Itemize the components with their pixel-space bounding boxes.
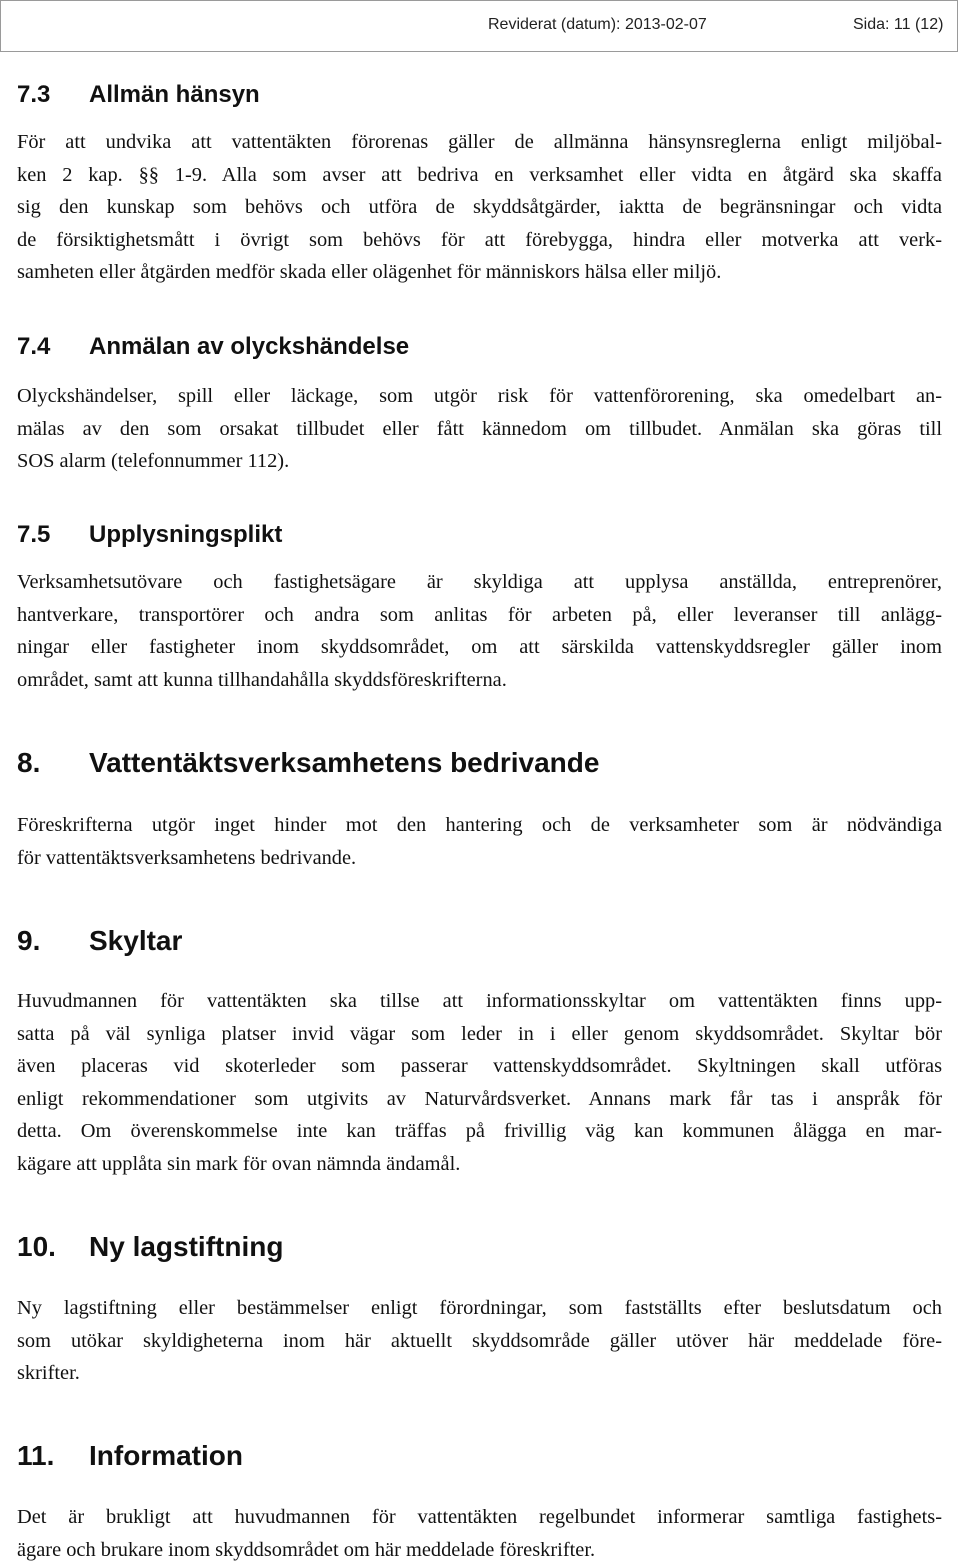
text-line: för vattentäktsverksamhetens bedrivande.	[17, 846, 357, 869]
text-line: området, samt att kunna tillhandahålla skyddsföreskrifterna.	[17, 668, 507, 691]
text-line: samheten eller åtgärden medför skada eller olägenhet för människors hälsa eller miljö.	[17, 261, 722, 283]
text-line: ägare och brukare inom skyddsområdet om här meddelade föreskrifter.	[17, 1538, 596, 1561]
section-title: Vattentäktsverksamhetens bedrivande	[89, 747, 600, 778]
section-number: 7.4	[17, 333, 51, 360]
text-line: Det är brukligt att huvudmannen för vattentäkten regelbundet informerar samtliga fastighets-	[17, 1506, 942, 1528]
section-heading-7-4	[17, 333, 409, 361]
text-line: skrifter.	[17, 1362, 80, 1384]
section-body-7-3	[17, 126, 942, 289]
section-number: 7.3	[17, 81, 51, 108]
section-body-10	[17, 1292, 942, 1390]
section-body-7-5	[17, 566, 942, 696]
text-line: enligt rekommendationer som utgivits av Naturvårdsverket. Annans mark får tas i anspråk för	[17, 1087, 942, 1110]
section-title: Allmän hänsyn	[89, 81, 260, 108]
page-header	[0, 0, 958, 52]
section-body-11	[17, 1501, 942, 1566]
text-line: Ny lagstiftning eller bestämmelser enligt förordningar, som fastställts efter beslutsdatum och	[17, 1297, 942, 1319]
text-line: hantverkare, transportörer och andra som anlitas för arbeten på, eller leveranser till anlägg-	[17, 603, 942, 626]
text-line: ningar eller fastigheter inom skyddsområdet, om att särskilda vattenskyddsregler gäller inom	[17, 636, 942, 658]
section-title: Skyltar	[89, 925, 183, 956]
section-heading-7-5	[17, 521, 282, 549]
text-line: Verksamhetsutövare och fastighetsägare är skyldiga att upplysa anställda, entreprenörer,	[17, 571, 942, 593]
section-body-9	[17, 985, 942, 1180]
text-line: För att undvika att vattentäkten förorenas gäller de allmänna hänsynsreglerna enligt miljöbal-	[17, 131, 942, 153]
page-number: Sida: 11 (12)	[853, 16, 944, 33]
section-number: 10.	[17, 1231, 56, 1262]
section-number: 11.	[17, 1440, 55, 1471]
text-line: Föreskrifterna utgör inget hinder mot den hantering och de verksamheter som är nödvändiga	[17, 814, 942, 836]
section-body-7-4	[17, 380, 942, 478]
section-title: Anmälan av olyckshändelse	[89, 333, 410, 360]
text-line: sig den kunskap som behövs och utföra de skyddsåtgärder, iaktta de begränsningar och vidta	[17, 196, 942, 218]
text-line: även placeras vid skoterleder som passerar vattenskyddsområdet. Skyltningen skall utföras	[17, 1055, 942, 1077]
section-body-8	[17, 809, 942, 874]
section-number: 8.	[17, 747, 41, 778]
text-line: de försiktighetsmått i övrigt som behövs för att förebygga, hindra eller motverka att verk-	[17, 228, 942, 251]
text-line: detta. Om överenskommelse inte kan träffas på frivillig väg kan kommunen ålägga en mar-	[17, 1120, 942, 1142]
text-line: Huvudmannen för vattentäkten ska tillse att informationsskyltar om vattentäkten finns upp-	[17, 990, 942, 1012]
text-line: kägare att upplåta sin mark för ovan nämnda ändamål.	[17, 1152, 461, 1175]
text-line: som utökar skyldigheterna inom här aktuellt skyddsområde gäller utöver här meddelade före-	[17, 1329, 942, 1352]
text-line: satta på väl synliga platser invid vägar som leder in i eller genom skyddsområdet. Skyltar bör	[17, 1022, 942, 1045]
text-line: ken 2 kap. §§ 1-9. Alla som avser att bedriva en verksamhet eller vidta en åtgärd ska skaffa	[17, 163, 942, 186]
section-number: 9.	[17, 925, 41, 956]
section-heading-10	[17, 1231, 283, 1263]
section-heading-9	[17, 925, 182, 957]
section-title: Ny lagstiftning	[89, 1231, 284, 1262]
section-heading-11	[17, 1440, 243, 1472]
revision-date: Reviderat (datum): 2013-02-07	[488, 16, 707, 33]
section-title: Upplysningsplikt	[89, 521, 283, 548]
section-heading-7-3	[17, 81, 260, 109]
text-line: SOS alarm (telefonnummer 112).	[17, 450, 290, 472]
text-line: Olyckshändelser, spill eller läckage, som utgör risk för vattenförorening, ska omedelbart an-	[17, 385, 942, 407]
section-number: 7.5	[17, 521, 51, 548]
section-title: Information	[89, 1440, 243, 1471]
section-heading-8	[17, 747, 599, 779]
text-line: mälas av den som orsakat tillbudet eller fått kännedom om tillbudet. Anmälan ska göras till	[17, 417, 942, 440]
